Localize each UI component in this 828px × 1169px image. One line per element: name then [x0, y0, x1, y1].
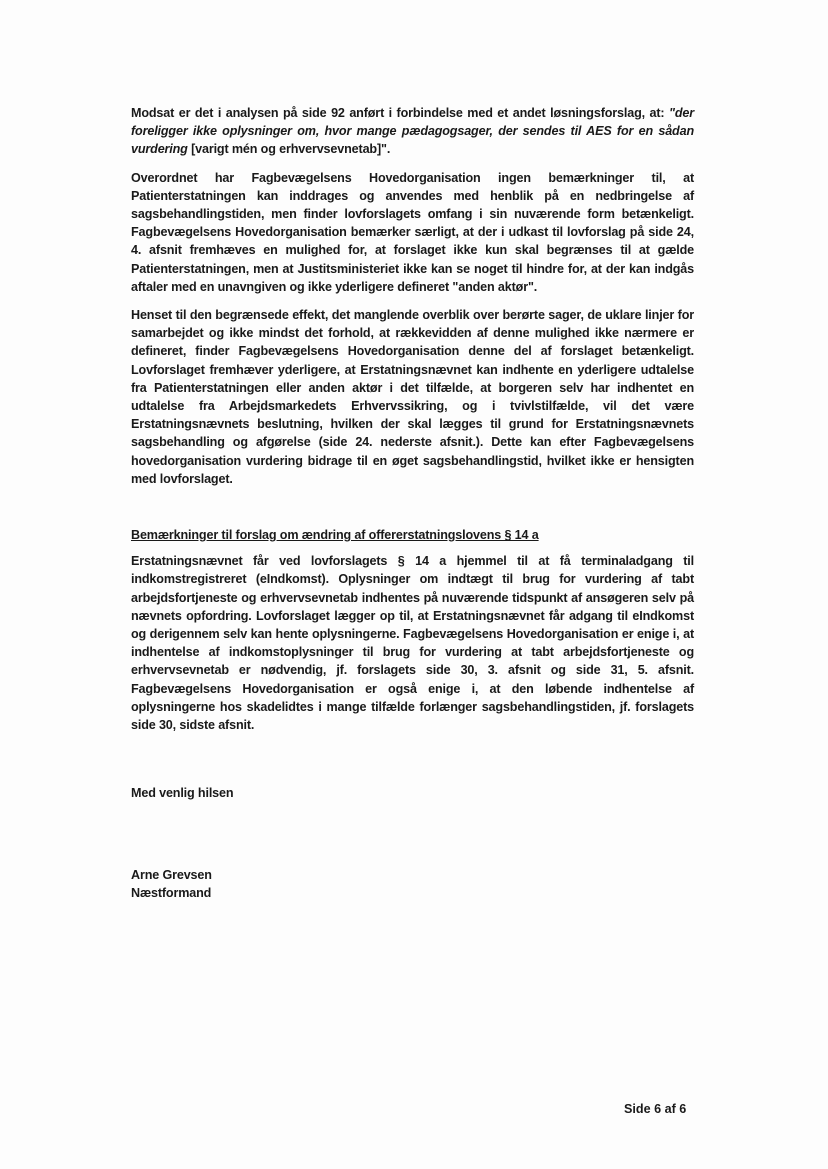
signatory-title: Næstformand [131, 885, 212, 900]
paragraph-text: [varigt mén og erhvervsevnetab]". [187, 142, 391, 157]
paragraph-limited-effect: Henset til den begrænsede effekt, det manglende overblik over berørte sager, de uklare linjer for samarbejdet og ikke mindst det forhold, at rækkevidden af denne mulighed ikke nærmere er defineret, finder Fagbevægelsens Hovedorganisation denne del af forslaget betænkeligt. Lovforslaget fremhæver yderligere, at Erstatningsnævnet kan indhente en yderligere udtalelse fra Patienterstatningen eller anden aktør i det tilfælde, at borgeren selv har indhentet en udtalelse fra Arbejdsmarkedets Erhvervssikring, og i tvivlstilfælde, vil det være Erstatningsnævnets beslutning, hvilken der skal lægges til grund for Erstatningsnævnets sagsbehandling og afgørelse (side 24. nederste afsnit.). Dette kan efter Fagbevægelsens hovedorganisation vurdering bidrage til en øget sagsbehandlingstid, hvilket ikke er hensigten med lovforslaget. [131, 308, 694, 486]
signatory-name: Arne Grevsen [131, 867, 212, 882]
document-body [131, 104, 694, 902]
paragraph-eindkomst: Erstatningsnævnet får ved lovforslagets § 14 a hjemmel til at få terminaladgang til indkomstregistreret (eIndkomst). Oplysninger om indtægt til brug for vurdering af tabt arbejdsfortjeneste og erhvervsevnetab indhentes på nuværende tidspunkt af ansøgeren selv på nævnets opfordring. Lovforslaget lægger op til, at Erstatningsnævnet får adgang til eIndkomst og derigennem selv kan hente oplysningerne. Fagbevægelsens Hovedorganisation er enige i, at indhentelse af indkomstoplysninger til brug for vurdering at tabt arbejdsfortjeneste og erhvervsevnetab er nødvendig, jf. forslagets side 30, 3. afsnit og side 31, 5. afsnit. Fagbevægelsens Hovedorganisation er også enige i, at den løbende indhentelse af oplysningerne hos skadelidtes i mange tilfælde forlænger sagsbehandlingstiden, jf. forslagets side 30, sidste afsnit. [131, 554, 694, 733]
paragraph-text: Modsat er det i analysen på side 92 anført i forbindelse med et andet løsningsforslag, at: [131, 106, 670, 120]
page-number: Side 6 af 6 [624, 1102, 687, 1116]
signature-block [131, 866, 694, 902]
section-heading: Bemærkninger til forslag om ændring af offererstatningslovens § 14 a [131, 528, 539, 543]
closing-salutation: Med venlig hilsen [131, 786, 234, 801]
paragraph-analysis-quote [131, 104, 694, 159]
quoted-text: "der foreligger ikke oplysninger om, hvor mange pædagogsager, der sendes til AES for en sådan vurdering [131, 106, 694, 157]
paragraph-overall-remarks: Overordnet har Fagbevægelsens Hovedorganisation ingen bemærkninger til, at Patienterstatningen kan inddrages og anvendes med henblik på en nedbringelse af sagsbehandlingstiden, men finder lovforslagets omfang i sin nuværende form betænkeligt. Fagbevægelsens Hovedorganisation bemærker særligt, at der i udkast til lovforslag på side 24, 4. afsnit fremhæves en mulighed for, at forslaget ikke kun skal begrænses til at gælde Patienterstatningen, men at Justitsministeriet ikke kan se noget til hindre for, at der kan indgås aftaler med en unavngiven og ikke yderligere defineret "anden aktør". [131, 170, 694, 294]
